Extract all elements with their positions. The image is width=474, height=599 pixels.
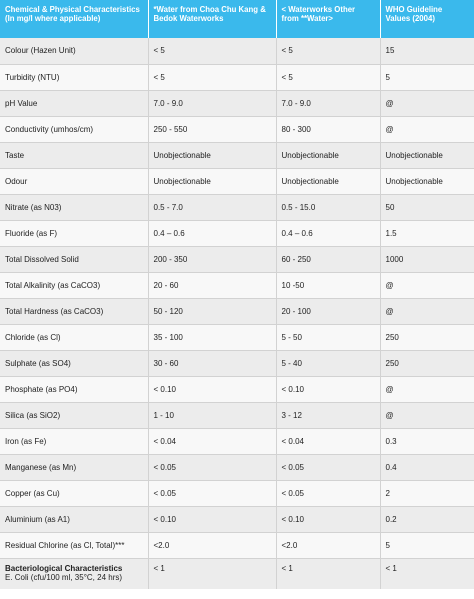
cell-who-guideline: 1000 bbox=[380, 246, 474, 272]
cell-choa-chu-kang-bedok: 20 - 60 bbox=[148, 272, 276, 298]
cell-choa-chu-kang-bedok: 1 - 10 bbox=[148, 402, 276, 428]
cell-choa-chu-kang-bedok: < 5 bbox=[148, 64, 276, 90]
cell-who-guideline: 15 bbox=[380, 38, 474, 64]
cell-characteristic: Chloride (as Cl) bbox=[0, 324, 148, 350]
cell-who-guideline: @ bbox=[380, 90, 474, 116]
cell-who-guideline: 2 bbox=[380, 480, 474, 506]
cell-other-waterworks: 5 - 50 bbox=[276, 324, 380, 350]
table-row bbox=[0, 90, 474, 116]
cell-other-waterworks: Unobjectionable bbox=[276, 168, 380, 194]
cell-who-guideline: 5 bbox=[380, 64, 474, 90]
cell-other-waterworks: 10 -50 bbox=[276, 272, 380, 298]
cell-other-waterworks: < 0.04 bbox=[276, 428, 380, 454]
cell-choa-chu-kang-bedok: Unobjectionable bbox=[148, 142, 276, 168]
cell-who-guideline: < 1 bbox=[380, 558, 474, 589]
table-body bbox=[0, 38, 474, 589]
cell-who-guideline: 250 bbox=[380, 324, 474, 350]
table-row bbox=[0, 194, 474, 220]
cell-choa-chu-kang-bedok: < 0.05 bbox=[148, 480, 276, 506]
cell-who-guideline: @ bbox=[380, 298, 474, 324]
header-other-waterworks: < Waterworks Other from **Water> bbox=[276, 0, 380, 38]
cell-characteristic: Copper (as Cu) bbox=[0, 480, 148, 506]
cell-characteristic: Total Alkalinity (as CaCO3) bbox=[0, 272, 148, 298]
cell-characteristic: Phosphate (as PO4) bbox=[0, 376, 148, 402]
cell-characteristic: pH Value bbox=[0, 90, 148, 116]
cell-other-waterworks: < 0.10 bbox=[276, 376, 380, 402]
cell-choa-chu-kang-bedok: 250 - 550 bbox=[148, 116, 276, 142]
cell-characteristic: Turbidity (NTU) bbox=[0, 64, 148, 90]
cell-other-waterworks: < 0.05 bbox=[276, 454, 380, 480]
header-characteristic: Chemical & Physical Characteristics (In mg/l where applicable) bbox=[0, 0, 148, 38]
cell-choa-chu-kang-bedok: 7.0 - 9.0 bbox=[148, 90, 276, 116]
cell-choa-chu-kang-bedok: <2.0 bbox=[148, 532, 276, 558]
cell-choa-chu-kang-bedok: < 5 bbox=[148, 38, 276, 64]
table-row bbox=[0, 454, 474, 480]
cell-characteristic: Sulphate (as SO4) bbox=[0, 350, 148, 376]
table-row bbox=[0, 38, 474, 64]
table-row bbox=[0, 506, 474, 532]
cell-who-guideline: @ bbox=[380, 116, 474, 142]
header-row bbox=[0, 0, 474, 38]
cell-choa-chu-kang-bedok: 0.5 - 7.0 bbox=[148, 194, 276, 220]
cell-other-waterworks: 80 - 300 bbox=[276, 116, 380, 142]
cell-other-waterworks: 5 - 40 bbox=[276, 350, 380, 376]
cell-choa-chu-kang-bedok: < 1 bbox=[148, 558, 276, 589]
cell-choa-chu-kang-bedok: < 0.10 bbox=[148, 376, 276, 402]
cell-who-guideline: 0.4 bbox=[380, 454, 474, 480]
cell-characteristic: Total Hardness (as CaCO3) bbox=[0, 298, 148, 324]
cell-other-waterworks: 20 - 100 bbox=[276, 298, 380, 324]
cell-who-guideline: 50 bbox=[380, 194, 474, 220]
cell-choa-chu-kang-bedok: 30 - 60 bbox=[148, 350, 276, 376]
table-row bbox=[0, 220, 474, 246]
cell-other-waterworks: 3 - 12 bbox=[276, 402, 380, 428]
cell-who-guideline: @ bbox=[380, 272, 474, 298]
cell-who-guideline: 5 bbox=[380, 532, 474, 558]
cell-characteristic: Residual Chlorine (as Cl, Total)*** bbox=[0, 532, 148, 558]
header-choa-chu-kang-bedok: *Water from Choa Chu Kang & Bedok Waterworks bbox=[148, 0, 276, 38]
cell-characteristic: Manganese (as Mn) bbox=[0, 454, 148, 480]
cell-choa-chu-kang-bedok: 200 - 350 bbox=[148, 246, 276, 272]
cell-characteristic: Total Dissolved Solid bbox=[0, 246, 148, 272]
cell-characteristic: Odour bbox=[0, 168, 148, 194]
cell-who-guideline: 0.2 bbox=[380, 506, 474, 532]
cell-other-waterworks: < 5 bbox=[276, 38, 380, 64]
table-row bbox=[0, 376, 474, 402]
cell-characteristic: Iron (as Fe) bbox=[0, 428, 148, 454]
cell-characteristic: Taste bbox=[0, 142, 148, 168]
cell-other-waterworks: <2.0 bbox=[276, 532, 380, 558]
cell-who-guideline: Unobjectionable bbox=[380, 142, 474, 168]
cell-other-waterworks: < 0.05 bbox=[276, 480, 380, 506]
bacteriological-row bbox=[0, 558, 474, 589]
table-row bbox=[0, 64, 474, 90]
table-row bbox=[0, 428, 474, 454]
cell-characteristic: Aluminium (as A1) bbox=[0, 506, 148, 532]
cell-other-waterworks: 0.5 - 15.0 bbox=[276, 194, 380, 220]
cell-choa-chu-kang-bedok: < 0.10 bbox=[148, 506, 276, 532]
table-header bbox=[0, 0, 474, 38]
table-row bbox=[0, 272, 474, 298]
cell-other-waterworks: 7.0 - 9.0 bbox=[276, 90, 380, 116]
cell-other-waterworks: 0.4 – 0.6 bbox=[276, 220, 380, 246]
table-row bbox=[0, 116, 474, 142]
table-row bbox=[0, 350, 474, 376]
cell-who-guideline: 0.3 bbox=[380, 428, 474, 454]
table-row bbox=[0, 324, 474, 350]
cell-other-waterworks: < 5 bbox=[276, 64, 380, 90]
cell-bacteriological bbox=[0, 558, 148, 589]
cell-choa-chu-kang-bedok: 50 - 120 bbox=[148, 298, 276, 324]
cell-characteristic: Fluoride (as F) bbox=[0, 220, 148, 246]
cell-who-guideline: @ bbox=[380, 402, 474, 428]
cell-who-guideline: Unobjectionable bbox=[380, 168, 474, 194]
cell-other-waterworks: 60 - 250 bbox=[276, 246, 380, 272]
table-row bbox=[0, 168, 474, 194]
table-row bbox=[0, 532, 474, 558]
cell-choa-chu-kang-bedok: Unobjectionable bbox=[148, 168, 276, 194]
cell-choa-chu-kang-bedok: < 0.05 bbox=[148, 454, 276, 480]
cell-choa-chu-kang-bedok: 35 - 100 bbox=[148, 324, 276, 350]
cell-choa-chu-kang-bedok: < 0.04 bbox=[148, 428, 276, 454]
cell-who-guideline: @ bbox=[380, 376, 474, 402]
table-row bbox=[0, 480, 474, 506]
cell-other-waterworks: < 1 bbox=[276, 558, 380, 589]
cell-other-waterworks: < 0.10 bbox=[276, 506, 380, 532]
cell-characteristic: Colour (Hazen Unit) bbox=[0, 38, 148, 64]
cell-who-guideline: 1.5 bbox=[380, 220, 474, 246]
cell-other-waterworks: Unobjectionable bbox=[276, 142, 380, 168]
cell-characteristic: Conductivity (umhos/cm) bbox=[0, 116, 148, 142]
table-row bbox=[0, 246, 474, 272]
cell-who-guideline: 250 bbox=[380, 350, 474, 376]
bacteriological-subtitle: E. Coli (cfu/100 ml, 35°C, 24 hrs) bbox=[5, 572, 123, 582]
header-who-guideline: WHO Guideline Values (2004) bbox=[380, 0, 474, 38]
cell-characteristic: Nitrate (as N03) bbox=[0, 194, 148, 220]
cell-choa-chu-kang-bedok: 0.4 – 0.6 bbox=[148, 220, 276, 246]
table-row bbox=[0, 402, 474, 428]
cell-characteristic: Silica (as SiO2) bbox=[0, 402, 148, 428]
table-row bbox=[0, 298, 474, 324]
bacteriological-title: Bacteriological Characteristics bbox=[5, 563, 123, 573]
table-row bbox=[0, 142, 474, 168]
